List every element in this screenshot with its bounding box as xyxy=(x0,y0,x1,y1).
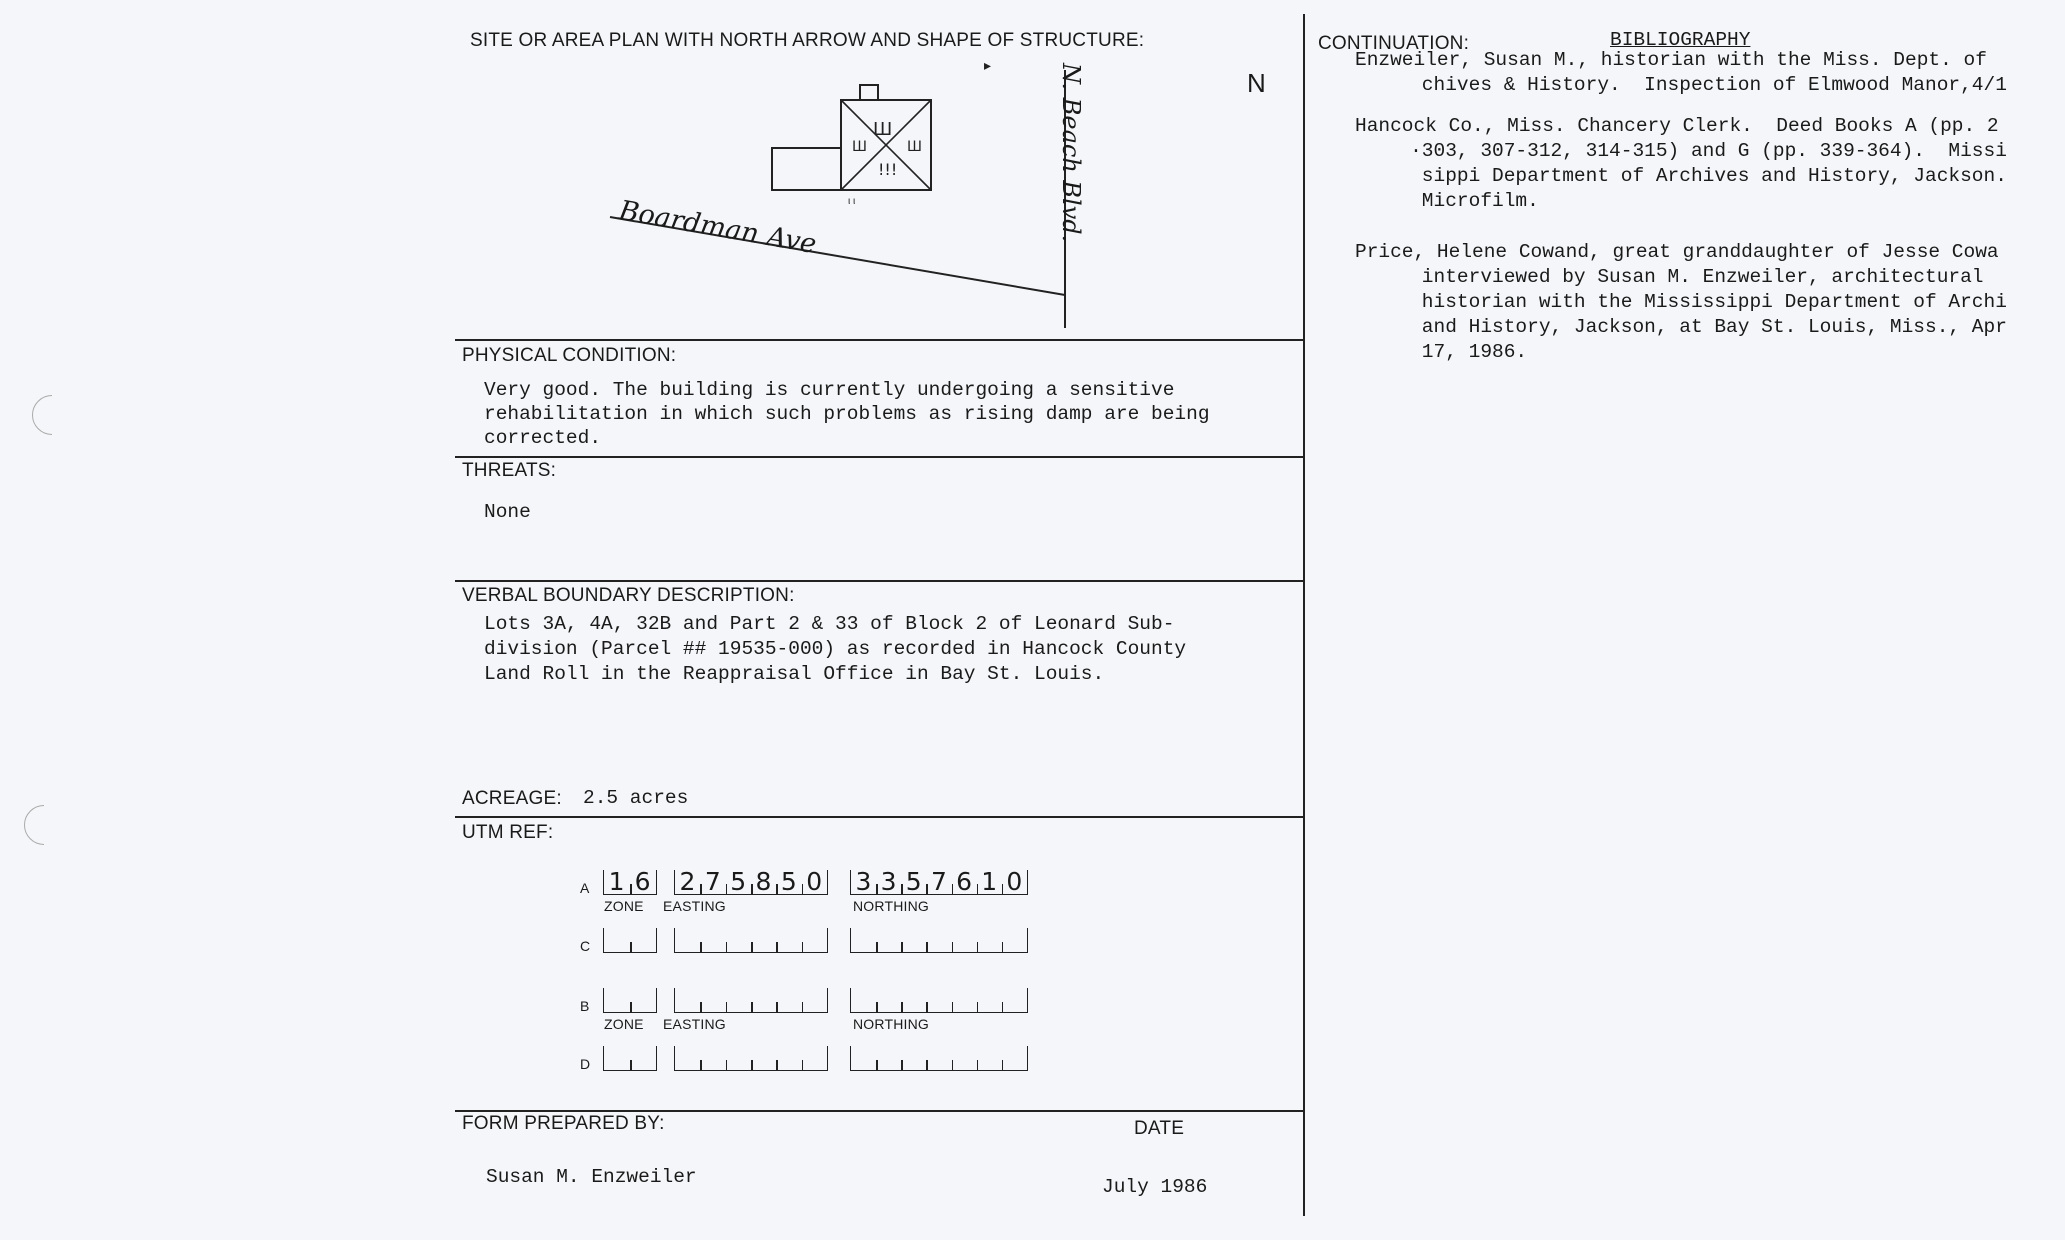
boundary-line: division (Parcel ## 19535-000) as recorded in Hancock County xyxy=(484,638,1187,660)
svg-text:ι ι: ι ι xyxy=(848,196,856,207)
utm-digit: 0 xyxy=(1006,867,1023,896)
north-label: N xyxy=(1247,68,1266,98)
utm-row-letter: C xyxy=(580,938,591,954)
utm-zone-label: ZONE xyxy=(604,898,644,914)
physical-condition-line: corrected. xyxy=(484,427,602,449)
boundary-line: Land Roll in the Reappraisal Office in Bay St. Louis. xyxy=(484,663,1105,685)
bibliography-line: Enzweiler, Susan M., historian with the Miss. Dept. of xyxy=(1355,49,1987,71)
bibliography-line: interviewed by Susan M. Enzweiler, architectural xyxy=(1375,266,1984,288)
section-divider xyxy=(455,816,1303,818)
bibliography-line: sippi Department of Archives and History, Jackson. xyxy=(1375,165,2007,187)
utm-digit: 5 xyxy=(730,867,747,896)
prepared-date: July 1986 xyxy=(1102,1176,1208,1198)
utm-easting-box xyxy=(674,1046,828,1071)
street-beach-label: N. Beach Blvd. xyxy=(1057,63,1085,243)
binder-hole xyxy=(32,395,72,435)
bibliography-line: historian with the Mississippi Department of Archi xyxy=(1375,291,2007,313)
utm-zone-label: ZONE xyxy=(604,1016,644,1032)
svg-text:!!!: !!! xyxy=(878,160,898,179)
utm-northing-label: NORTHING xyxy=(853,1016,930,1032)
physical-condition-line: rehabilitation in which such problems as rising damp are being xyxy=(484,403,1210,425)
section-divider xyxy=(455,1110,1303,1112)
utm-heading: UTM REF: xyxy=(462,822,554,843)
utm-easting-label: EASTING xyxy=(663,898,726,914)
date-heading: DATE xyxy=(1134,1118,1185,1139)
utm-row-letter: B xyxy=(580,998,590,1014)
utm-northing-box xyxy=(850,928,1028,953)
physical-condition-heading: PHYSICAL CONDITION: xyxy=(462,345,677,366)
utm-row-letter: A xyxy=(580,880,590,896)
utm-digit: 1 xyxy=(608,867,625,896)
street-boardman-label: Boardman Ave xyxy=(616,195,819,261)
utm-zone-box xyxy=(603,1046,657,1071)
bibliography-entries xyxy=(1355,48,2065,365)
threats-heading: THREATS: xyxy=(462,460,557,481)
section-divider xyxy=(455,580,1303,582)
bibliography-line: 17, 1986. xyxy=(1375,341,1528,363)
bibliography-line: Microfilm. xyxy=(1375,190,1539,212)
bibliography-entry xyxy=(1355,48,2065,98)
boundary-heading: VERBAL BOUNDARY DESCRIPTION: xyxy=(462,585,795,606)
svg-text:▸: ▸ xyxy=(984,57,992,73)
bibliography-line: ·303, 307-312, 314-315) and G (pp. 339-364). Missi xyxy=(1375,140,2007,162)
utm-zone-box xyxy=(603,928,657,953)
utm-northing-box xyxy=(850,988,1028,1013)
utm-digit: 5 xyxy=(905,867,922,896)
bibliography-entry xyxy=(1355,240,2065,365)
utm-easting-label: EASTING xyxy=(663,1016,726,1032)
prepared-name: Susan M. Enzweiler xyxy=(486,1166,697,1188)
acreage-value: 2.5 acres xyxy=(583,787,689,809)
utm-digit: 2 xyxy=(679,867,696,896)
threats-value: None xyxy=(484,501,531,523)
utm-digit: 6 xyxy=(956,867,972,896)
physical-condition-line: Very good. The building is currently undergoing a sensitive xyxy=(484,379,1175,401)
acreage-heading: ACREAGE: xyxy=(462,788,562,809)
utm-digit: 3 xyxy=(880,867,897,896)
bibliography-entry xyxy=(1355,114,2065,214)
utm-digit: 8 xyxy=(755,867,772,896)
section-divider xyxy=(455,339,1303,341)
utm-northing-box xyxy=(850,867,1028,896)
bibliography-line: Price, Helene Cowand, great granddaughter of Jesse Cowa xyxy=(1355,241,1999,263)
svg-text:Ш: Ш xyxy=(852,139,867,155)
utm-digit: 7 xyxy=(930,867,947,896)
utm-zone-box xyxy=(603,988,657,1013)
continuation-heading: CONTINUATION: xyxy=(1318,33,1470,54)
utm-digit: 6 xyxy=(634,867,651,896)
utm-easting-box xyxy=(674,928,828,953)
site-plan-heading: SITE OR AREA PLAN WITH NORTH ARROW AND SHAPE OF STRUCTURE: xyxy=(470,30,1145,51)
section-divider xyxy=(455,456,1303,458)
utm-digit: 1 xyxy=(981,867,998,896)
utm-zone-box xyxy=(603,867,657,896)
utm-northing-label: NORTHING xyxy=(853,898,930,914)
svg-text:Ш: Ш xyxy=(873,119,893,140)
svg-text:Ш: Ш xyxy=(907,139,922,155)
bibliography-line: Hancock Co., Miss. Chancery Clerk. Deed Books A (pp. 2 xyxy=(1355,115,1999,137)
binder-hole xyxy=(24,805,64,845)
utm-digit: 7 xyxy=(704,867,721,896)
utm-easting-box xyxy=(674,988,828,1013)
utm-easting-box xyxy=(674,867,828,896)
column-divider xyxy=(1303,14,1305,1216)
boundary-line: Lots 3A, 4A, 32B and Part 2 & 33 of Block 2 of Leonard Sub- xyxy=(484,613,1175,635)
utm-digit: 0 xyxy=(806,867,823,896)
utm-row-letter: D xyxy=(580,1056,591,1072)
prepared-heading: FORM PREPARED BY: xyxy=(462,1113,665,1134)
bibliography-title: BIBLIOGRAPHY xyxy=(1610,29,1751,51)
site-plan-sketch xyxy=(450,30,1150,340)
utm-digit: 3 xyxy=(855,867,872,896)
bibliography-line: and History, Jackson, at Bay St. Louis, Miss., Apr xyxy=(1375,316,2007,338)
bibliography-line: chives & History. Inspection of Elmwood Manor,4/1 xyxy=(1375,74,2007,96)
utm-northing-box xyxy=(850,1046,1028,1071)
utm-digit: 5 xyxy=(780,867,797,896)
